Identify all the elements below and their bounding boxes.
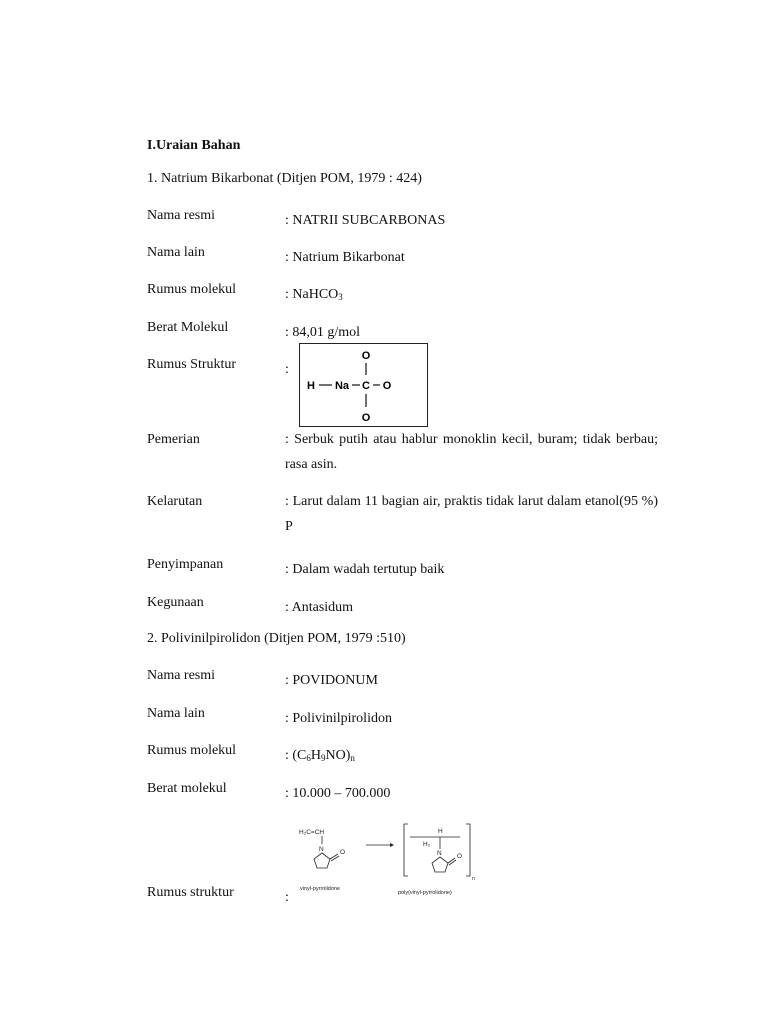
formula-text: : NaHCO: [285, 287, 339, 302]
polymer-caption: poly(vinyl-pyrrolidone): [398, 890, 452, 896]
arrow-head: [390, 843, 394, 847]
bond-line: [330, 854, 338, 859]
row-label: Rumus Struktur: [147, 357, 237, 372]
row-label: Rumus molekul: [147, 743, 237, 758]
section-heading: I.Uraian Bahan: [147, 138, 241, 153]
atom-h: H: [307, 380, 315, 392]
polymer-subscript-n: n: [472, 876, 475, 882]
row-value: : Natrium Bikarbonat: [285, 250, 405, 265]
row-value: : POVIDONUM: [285, 673, 378, 688]
row-value: :: [285, 362, 289, 377]
row-value: : NATRII SUBCARBONAS: [285, 213, 446, 228]
formula-text: : (C: [285, 748, 307, 763]
formula-subscript: 9: [321, 753, 326, 763]
row-label: Rumus molekul: [147, 282, 237, 297]
row-value: : Serbuk putih atau hablur monoklin kecil, buram; tidak berbau; rasa asin.: [285, 432, 658, 472]
atom-o-bottom: O: [361, 412, 371, 424]
polymer-bracket-left: [404, 824, 408, 876]
row-kelarutan: [147, 494, 658, 544]
polymer-bracket-right: [466, 824, 470, 876]
polymer-o-atom: O: [457, 853, 463, 860]
row-label: Rumus struktur: [147, 885, 234, 900]
monomer-caption: vinyl-pyrrolidone: [300, 886, 341, 892]
row-label: Penyimpanan: [147, 557, 224, 572]
row-label: Kelarutan: [147, 494, 203, 509]
formula-text: NO): [325, 748, 351, 763]
section2-title: 2. Polivinilpirolidon (Ditjen POM, 1979 :510): [147, 631, 406, 646]
row-pemerian: [147, 432, 658, 482]
structure-svg: [300, 344, 427, 426]
nahco3-structure-figure: [299, 343, 428, 427]
row-value: : Antasidum: [285, 600, 354, 615]
row-label: Berat Molekul: [147, 320, 229, 335]
row-label: Berat molekul: [147, 781, 227, 796]
formula-subscript: 6: [306, 753, 311, 763]
row-label: Pemerian: [147, 432, 200, 447]
row-value: :: [285, 890, 289, 905]
row-value: [285, 282, 658, 310]
polymer-ring: [432, 857, 448, 872]
row-label: Nama resmi: [147, 668, 216, 683]
polymer-n-atom: N: [437, 850, 442, 857]
row-label: Kegunaan: [147, 595, 204, 610]
polymer-h2-atom: H₂: [423, 841, 431, 848]
pyrrolidone-ring: [314, 853, 330, 868]
row-value: : Larut dalam 11 bagian air, praktis tidak larut dalam etanol(95 %) P: [285, 494, 658, 534]
formula-text: H: [310, 748, 322, 763]
row-value: : 84,01 g/mol: [285, 325, 361, 340]
atom-c: C: [362, 380, 370, 392]
row-label: Nama lain: [147, 245, 205, 260]
atom-o-top: O: [361, 350, 371, 362]
atom-na: Na: [334, 380, 350, 392]
row-label: Nama resmi: [147, 208, 216, 223]
row-value: : Dalam wadah tertutup baik: [285, 562, 445, 577]
row-value: : 10.000 – 700.000: [285, 786, 391, 801]
section1-title: 1. Natrium Bikarbonat (Ditjen POM, 1979 : 424): [147, 171, 422, 186]
monomer-o-atom: O: [340, 849, 346, 856]
bond-line: [449, 860, 456, 865]
row-value: [285, 743, 658, 771]
bond-line: [331, 856, 339, 861]
atom-o-right: O: [382, 380, 392, 392]
row-label: Nama lain: [147, 706, 205, 721]
polymer-h-atom: H: [438, 828, 443, 835]
formula-subscript: 3: [338, 292, 343, 302]
monomer-n-atom: N: [319, 846, 324, 853]
monomer-vinyl-group: H₂C=CH: [299, 829, 325, 836]
bond-line: [448, 858, 455, 863]
formula-subscript: n: [350, 753, 355, 763]
row-value: : Polivinilpirolidon: [285, 711, 392, 726]
